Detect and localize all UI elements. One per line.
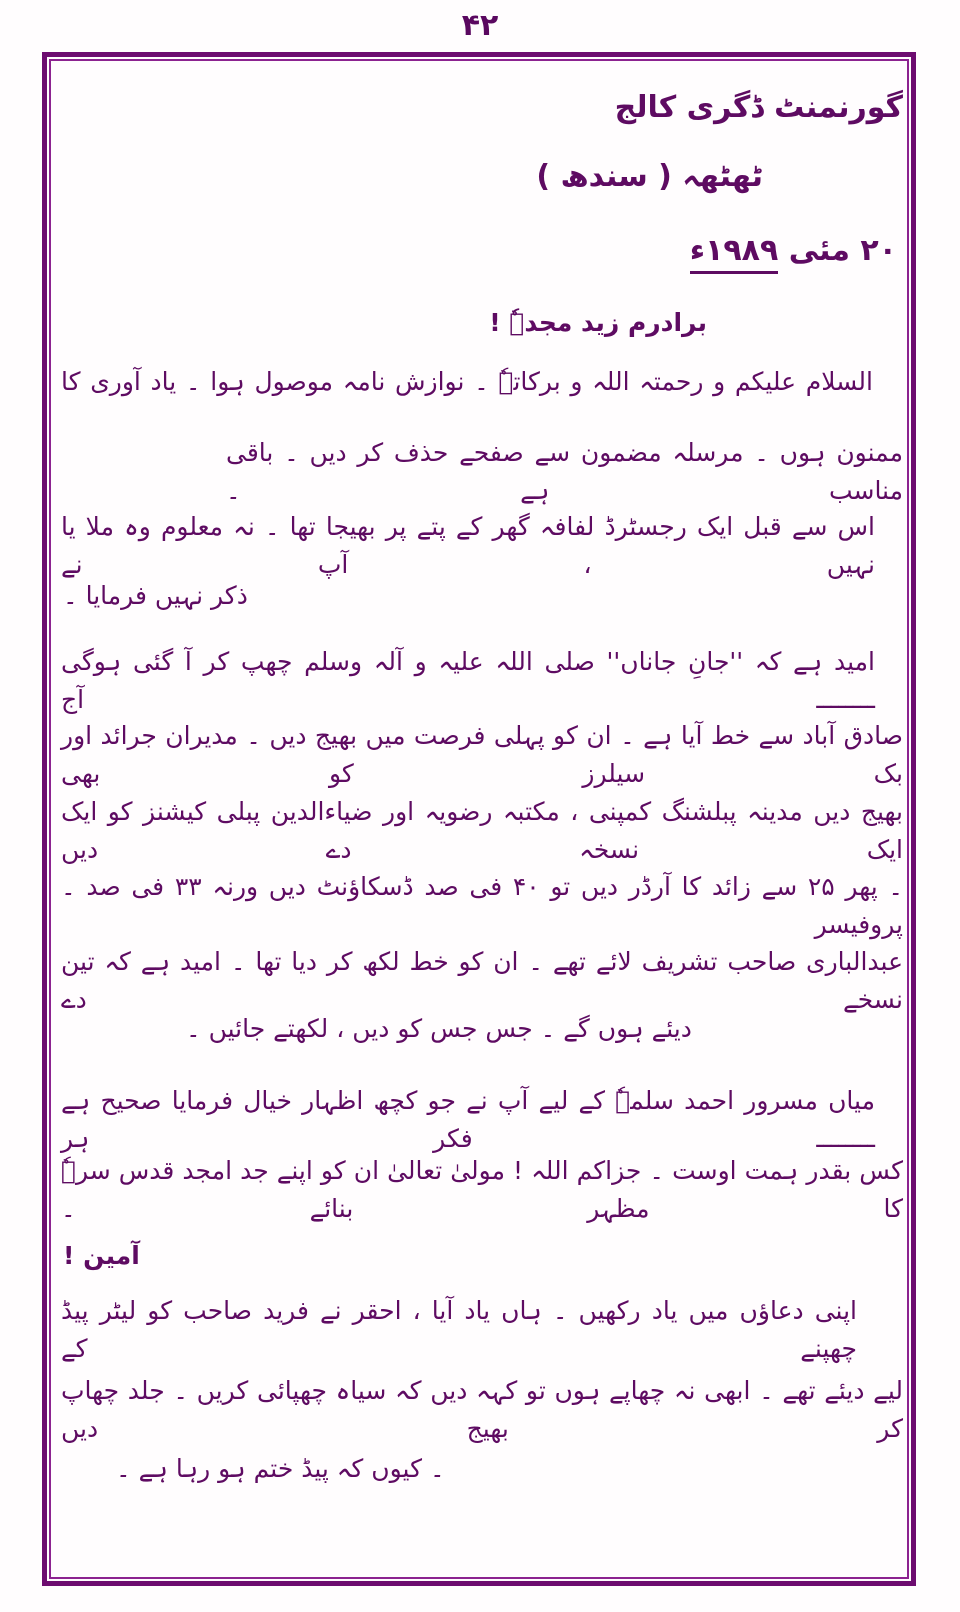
letterhead-date-year-underlined: ۱۹۸۹ء	[690, 233, 779, 274]
body-line: اس سے قبل ایک رجسٹرڈ لفافہ گھر کے پتے پر بھیجا تھا ۔ نہ معلوم وہ ملا یا نہیں ، آپ نے	[61, 512, 875, 579]
body-line: میاں مسرور احمد سلمہٗ کے لیے آپ نے جو کچھ اظہار خیال فرمایا صحیح ہے ــــــــ فکر ہر	[61, 1086, 875, 1153]
body-line: ۔ کیوں کہ پیڈ ختم ہو رہا ہے ۔	[116, 1454, 445, 1483]
body-line: السلام علیکم و رحمتہ اللہ و برکاتہٗ ۔ نوازش نامہ موصول ہوا ۔ یاد آوری کا	[61, 367, 873, 396]
body-line: عبدالباری صاحب تشریف لائے تھے ۔ ان کو خط لکھ کر دیا تھا ۔ امید ہے کہ تین نسخے دے	[61, 947, 903, 1014]
body-line: صادق آباد سے خط آیا ہے ۔ ان کو پہلی فرصت میں بھیج دیں ۔ مدیران جرائد اور بک سیلرز کو بھی	[61, 721, 903, 788]
body-line: کس بقدر ہمت اوست ۔ جزاکم اللہ ! مولیٰ تعالیٰ ان کو اپنے جد امجد قدس سرہٗ کا مظہر بنائے ۔	[61, 1156, 903, 1223]
body-line: ذکر نہیں فرمایا ۔	[63, 581, 248, 610]
letter-frame-border	[42, 52, 916, 1586]
letterhead-date	[690, 228, 897, 284]
body-line: ۔ پھر ۲۵ سے زائد کا آرڈر دیں تو ۴۰ فی صد ڈسکاؤنٹ دیں ورنہ ۳۳ فی صد ۔ پروفیسر	[61, 872, 904, 939]
body-line: ممنون ہوں ۔ مرسلہ مضمون سے صفحے حذف کر دیں ۔ باقی مناسب ہے ۔	[226, 438, 903, 505]
body-line-ameen: آمین !	[63, 1241, 140, 1270]
body-line: دیئے ہوں گے ۔ جس جس کو دیں ، لکھتے جائیں ۔	[186, 1014, 692, 1043]
page-number: ۴۲	[461, 8, 499, 43]
letterhead-institution: گورنمنٹ ڈگری کالج	[614, 90, 903, 125]
body-line: لیے دیئے تھے ۔ ابھی نہ چھاپے ہوں تو کہہ دیں کہ سیاہ چھپائی کریں ۔ جلد چھاپ کر بھیج دیں	[61, 1376, 903, 1443]
salutation: برادرم زید مجدہٗ !	[489, 308, 707, 337]
body-line: امید ہے کہ ''جانِ جاناں'' صلی اللہ علیہ و آلہ وسلم چھپ کر آ گئی ہوگی ــــــــ آج	[61, 647, 875, 714]
body-line: بھیج دیں مدینہ پبلشنگ کمپنی ، مکتبہ رضویہ اور ضیاءالدین پبلی کیشنز کو ایک ایک نسخہ دے دیں	[61, 797, 903, 864]
letterhead-date-prefix: ۲۰ مئی	[778, 233, 897, 268]
letter-content	[61, 61, 903, 1577]
body-line: اپنی دعاؤں میں یاد رکھیں ۔ ہاں یاد آیا ، احقر نے فرید صاحب کو لیٹر پیڈ چھپنے کے	[61, 1296, 857, 1363]
letterhead-location: ٹھٹھہ ( سندھ )	[536, 159, 763, 194]
